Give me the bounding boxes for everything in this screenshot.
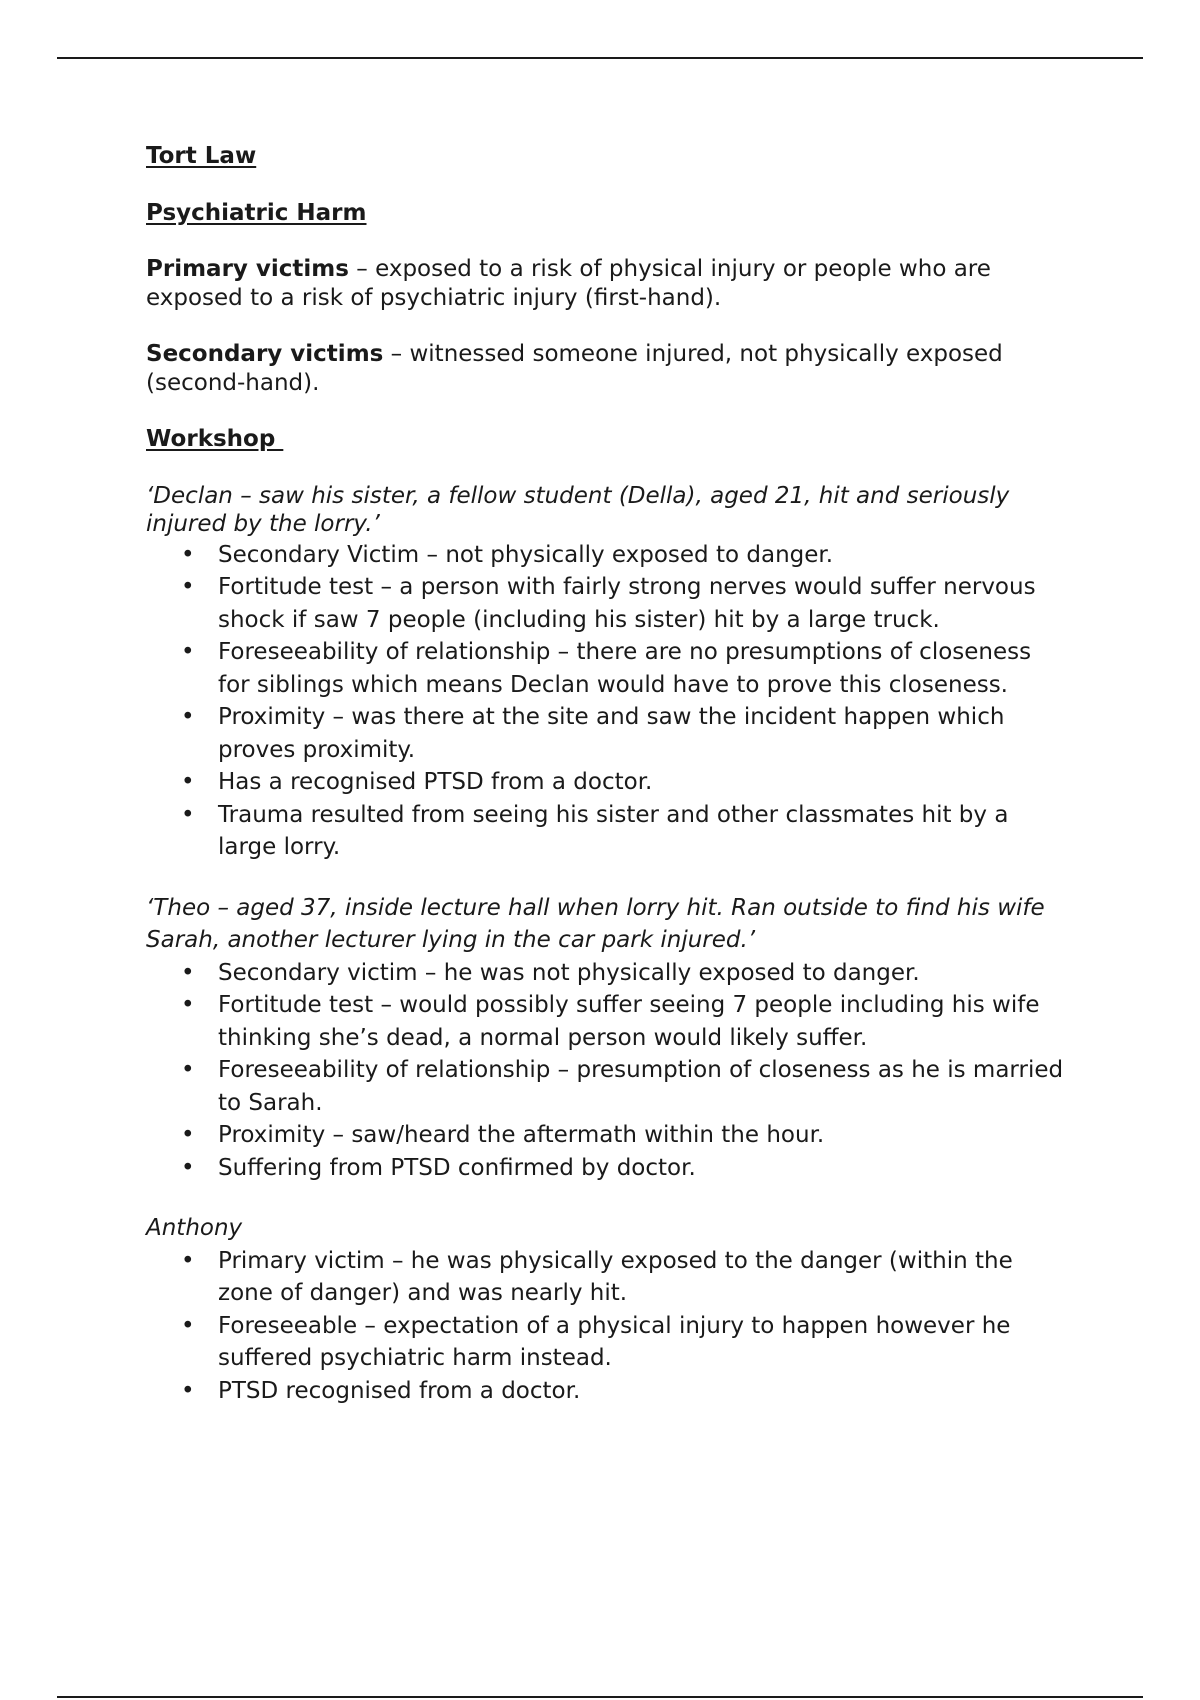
- list-item: [146, 1054, 1066, 1119]
- list-item-text: Foreseeability of relationship – presumption of closeness as he is married to Sarah.: [218, 1057, 1064, 1116]
- list-item-text: PTSD recognised from a doctor.: [218, 1377, 581, 1404]
- case-scenario-declan: ‘Declan – saw his sister, a fellow student (Della), aged 21, hit and seriously injured by the lorry.’: [146, 482, 1010, 537]
- bullet-icon: •: [181, 1057, 195, 1083]
- footer-rule: [57, 1696, 1143, 1698]
- document-body: [146, 142, 1066, 1407]
- list-item: [146, 1119, 1066, 1152]
- list-item: [146, 766, 1066, 799]
- case-points-declan: [146, 539, 1066, 864]
- list-item: [146, 1310, 1066, 1375]
- list-item: [146, 957, 1066, 990]
- list-item: [146, 701, 1066, 766]
- header-rule: [57, 57, 1143, 59]
- list-item: [146, 1245, 1066, 1310]
- bullet-icon: •: [181, 574, 195, 600]
- bullet-icon: •: [181, 1312, 195, 1339]
- definition-secondary-victims: [146, 340, 1066, 397]
- list-item: [146, 989, 1066, 1054]
- list-item-text: Foreseeable – expectation of a physical injury to happen however he suffered psychiatric harm instead.: [218, 1312, 1011, 1371]
- definition-primary-victims: [146, 255, 1066, 312]
- bullet-icon: •: [181, 541, 195, 568]
- bullet-icon: •: [181, 801, 195, 828]
- list-item-text: Trauma resulted from seeing his sister and other classmates hit by a large lorry.: [218, 801, 1009, 860]
- list-item: [146, 1375, 1066, 1408]
- list-item-text: Secondary Victim – not physically exposed to danger.: [218, 541, 834, 568]
- list-item-text: Proximity – saw/heard the aftermath within the hour.: [218, 1122, 825, 1148]
- list-item: [146, 636, 1066, 701]
- list-item: [146, 799, 1066, 864]
- bullet-icon: •: [181, 1377, 195, 1404]
- bullet-icon: •: [181, 769, 195, 795]
- list-item-text: Has a recognised PTSD from a doctor.: [218, 769, 653, 795]
- case-points-theo: [146, 957, 1066, 1185]
- definition-text: – exposed to a risk of physical injury or people who are exposed to a risk of psychiatric injury (first-hand).: [146, 256, 991, 311]
- list-item-text: Proximity – was there at the site and saw the incident happen which proves proximity.: [218, 704, 1005, 763]
- document-title: Tort Law: [146, 143, 257, 169]
- list-item-text: Fortitude test – would possibly suffer seeing 7 people including his wife thinking she’s dead, a normal person would likely suffer.: [218, 992, 1040, 1051]
- list-item-text: Secondary victim – he was not physically exposed to danger.: [218, 959, 920, 986]
- list-item: [146, 1152, 1066, 1185]
- case-scenario-theo: ‘Theo – aged 37, inside lecture hall when lorry hit. Ran outside to find his wife Sarah, another lecturer lying in the car park injured.’: [146, 894, 1045, 953]
- definition-term: Secondary victims: [146, 341, 384, 367]
- definition-term: Primary victims: [146, 256, 349, 282]
- bullet-icon: •: [181, 992, 195, 1018]
- case-points-anthony: [146, 1245, 1066, 1408]
- bullet-icon: •: [181, 704, 195, 730]
- case-scenario-anthony: Anthony: [146, 1215, 243, 1241]
- section-heading-workshop: Workshop: [146, 426, 284, 452]
- bullet-icon: •: [181, 1247, 195, 1274]
- list-item-text: Fortitude test – a person with fairly strong nerves would suffer nervous shock if saw 7 people (including his sister) hit by a large truck.: [218, 574, 1036, 633]
- list-item: [146, 539, 1066, 572]
- bullet-icon: •: [181, 639, 195, 665]
- list-item-text: Primary victim – he was physically exposed to the danger (within the zone of danger) and was nearly hit.: [218, 1247, 1013, 1306]
- list-item-text: Foreseeability of relationship – there are no presumptions of closeness for siblings which means Declan would have to prove this closeness.: [218, 639, 1032, 698]
- bullet-icon: •: [181, 1154, 195, 1181]
- section-heading-psychiatric-harm: Psychiatric Harm: [146, 199, 367, 226]
- list-item-text: Suffering from PTSD confirmed by doctor.: [218, 1154, 696, 1181]
- bullet-icon: •: [181, 959, 195, 986]
- definition-text: – witnessed someone injured, not physically exposed (second-hand).: [146, 341, 1003, 396]
- list-item: [146, 571, 1066, 636]
- bullet-icon: •: [181, 1122, 195, 1148]
